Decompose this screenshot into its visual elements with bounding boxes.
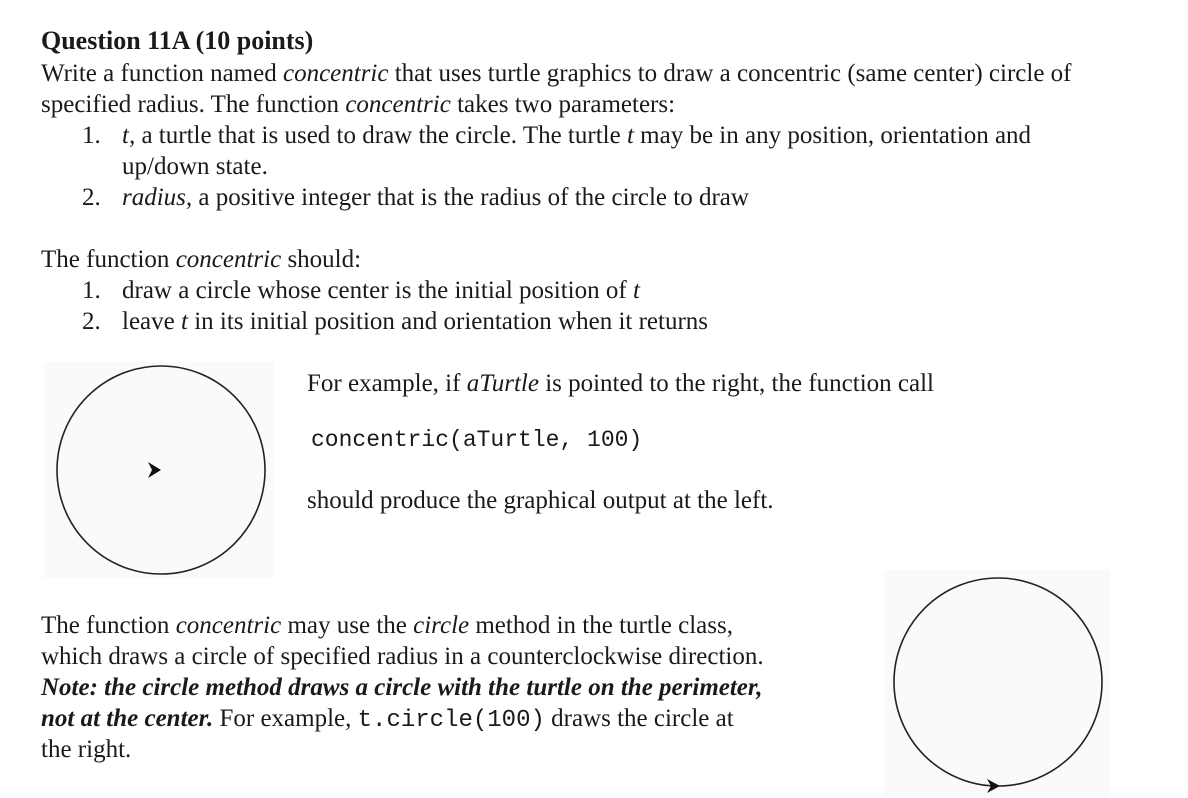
- should-text: should:: [281, 246, 362, 273]
- example-line: [307, 368, 934, 399]
- intro-text: takes two parameters:: [450, 91, 676, 118]
- list-number: 2.: [82, 184, 101, 211]
- turtle-arrow-icon: [148, 462, 161, 478]
- param-var: t: [180, 308, 188, 335]
- bottom-text: draws the circle at: [544, 705, 734, 732]
- concentric-output-figure: [44, 362, 274, 578]
- intro-text: specified radius. The function: [41, 91, 346, 118]
- should-heading: [41, 244, 361, 275]
- bottom-line-5: the right.: [41, 736, 132, 763]
- note-text: not at the center.: [41, 705, 214, 732]
- list-number: 1.: [82, 122, 101, 149]
- should-text: The function: [41, 246, 176, 273]
- param-text: may be in any position, orientation and: [633, 122, 1032, 149]
- should-item-text: draw a circle whose center is the initial position of: [122, 277, 633, 304]
- intro-line-1: [41, 58, 1072, 89]
- question-title: Question 11A (10 points): [41, 26, 314, 55]
- example-after: should produce the graphical output at the left.: [307, 487, 774, 514]
- function-name: concentric: [175, 246, 282, 273]
- param-item-radius: [82, 182, 749, 213]
- example-text: is pointed to the right, the function call: [538, 370, 934, 397]
- param-var: t: [626, 122, 634, 149]
- param-text: a positive integer that is the radius of the circle to draw: [192, 184, 749, 211]
- param-name: t,: [122, 122, 136, 149]
- bottom-line-1: [41, 610, 733, 641]
- should-item-2: [82, 306, 708, 337]
- bottom-text: method in the turtle class,: [469, 612, 733, 639]
- bottom-text: may use the: [281, 612, 414, 639]
- intro-text: Write a function named: [41, 60, 283, 87]
- example-code: concentric(aTurtle, 100): [311, 427, 643, 453]
- method-name: circle: [413, 612, 470, 639]
- example-text: For example, if: [307, 370, 467, 397]
- circle-method-figure: [884, 570, 1110, 796]
- perimeter-circle: [894, 578, 1102, 786]
- note-line-1: Note: the circle method draws a circle with the turtle on the perimeter,: [41, 674, 763, 701]
- intro-text: that uses turtle graphics to draw a concentric (same center) circle of: [388, 60, 1072, 87]
- intro-line-2: [41, 89, 675, 120]
- inline-code: t.circle(100): [357, 707, 545, 734]
- param-var: t: [632, 277, 640, 304]
- function-name: concentric: [282, 60, 389, 87]
- param-text: a turtle that is used to draw the circle. The turtle: [135, 122, 627, 149]
- should-item-text: in its initial position and orientation when it returns: [187, 308, 709, 335]
- list-number: 1.: [82, 277, 101, 304]
- param-name: radius,: [122, 184, 193, 211]
- example-var: aTurtle: [466, 370, 539, 397]
- list-number: 2.: [82, 308, 101, 335]
- function-name: concentric: [345, 91, 451, 118]
- bottom-line-2: which draws a circle of specified radius in a counterclockwise direction.: [41, 643, 764, 670]
- bottom-text: For example,: [213, 705, 358, 732]
- bottom-line-4: [41, 703, 734, 736]
- param-item-t: [82, 120, 1031, 151]
- should-item-text: leave: [122, 308, 181, 335]
- bottom-text: The function: [41, 612, 176, 639]
- param-item-t-continued: up/down state.: [122, 153, 268, 180]
- function-name: concentric: [175, 612, 282, 639]
- should-item-1: [82, 275, 640, 306]
